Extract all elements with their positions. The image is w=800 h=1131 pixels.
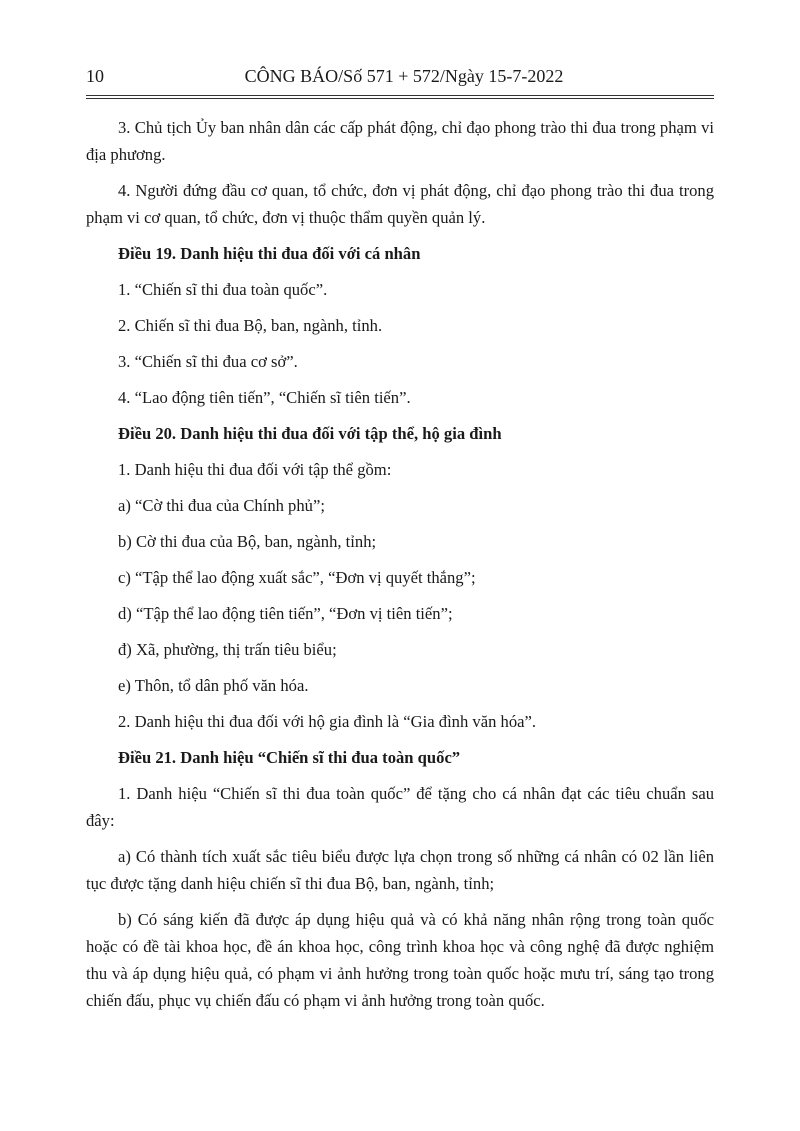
header-rule-top — [86, 95, 714, 96]
paragraph: 3. Chủ tịch Ủy ban nhân dân các cấp phát động, chỉ đạo phong trào thi đua trong phạm vi địa phương. — [86, 118, 714, 164]
list-item: 4. “Lao động tiên tiến”, “Chiến sĩ tiên tiến”. — [118, 388, 411, 407]
list-item: a) “Cờ thi đua của Chính phủ”; — [118, 496, 325, 515]
paragraph: 1. Danh hiệu thi đua đối với tập thể gồm: — [118, 460, 392, 479]
list-item: 3. “Chiến sĩ thi đua cơ sở”. — [118, 352, 298, 371]
list-item: đ) Xã, phường, thị trấn tiêu biểu; — [118, 640, 337, 659]
page-header — [86, 66, 714, 92]
header-rule-bottom — [86, 98, 714, 99]
article-heading: Điều 21. Danh hiệu “Chiến sĩ thi đua toàn quốc” — [118, 748, 461, 767]
list-item: b) Cờ thi đua của Bộ, ban, ngành, tỉnh; — [118, 532, 377, 551]
document-body — [86, 114, 714, 1014]
list-item: c) “Tập thể lao động xuất sắc”, “Đơn vị quyết thắng”; — [118, 568, 476, 587]
paragraph: 1. Danh hiệu “Chiến sĩ thi đua toàn quốc” để tặng cho cá nhân đạt các tiêu chuẩn sau đây: — [86, 784, 714, 830]
list-item: 2. Chiến sĩ thi đua Bộ, ban, ngành, tỉnh. — [118, 316, 383, 335]
paragraph: 2. Danh hiệu thi đua đối với hộ gia đình là “Gia đình văn hóa”. — [118, 712, 536, 731]
gazette-title: CÔNG BÁO/Số 571 + 572/Ngày 15-7-2022 — [244, 66, 564, 86]
page-number: 10 — [86, 66, 104, 86]
list-item: d) “Tập thể lao động tiên tiến”, “Đơn vị tiên tiến”; — [118, 604, 453, 623]
paragraph: 4. Người đứng đầu cơ quan, tổ chức, đơn vị phát động, chỉ đạo phong trào thi đua trong phạm vi cơ quan, tổ chức, đơn vị thuộc thẩm quyền quản lý. — [86, 181, 714, 227]
paragraph: a) Có thành tích xuất sắc tiêu biểu được lựa chọn trong số những cá nhân có 02 lần liên tục được tặng danh hiệu chiến sĩ thi đua Bộ, ban, ngành, tỉnh; — [86, 847, 714, 893]
paragraph: b) Có sáng kiến đã được áp dụng hiệu quả và có khả năng nhân rộng trong toàn quốc hoặc có đề tài khoa học, đề án khoa học, công trình khoa học và công nghệ đã được nghiệm thu và áp dụng hiệu quả, có phạm vi ảnh hưởng trong toàn quốc hoặc mưu trí, sáng tạo trong chiến đấu, phục vụ chiến đấu có phạm vi ảnh hưởng trong toàn quốc. — [86, 910, 714, 1010]
article-heading: Điều 19. Danh hiệu thi đua đối với cá nhân — [118, 244, 421, 263]
article-heading: Điều 20. Danh hiệu thi đua đối với tập thể, hộ gia đình — [118, 424, 502, 443]
list-item: e) Thôn, tổ dân phố văn hóa. — [118, 676, 309, 695]
list-item: 1. “Chiến sĩ thi đua toàn quốc”. — [118, 280, 328, 299]
